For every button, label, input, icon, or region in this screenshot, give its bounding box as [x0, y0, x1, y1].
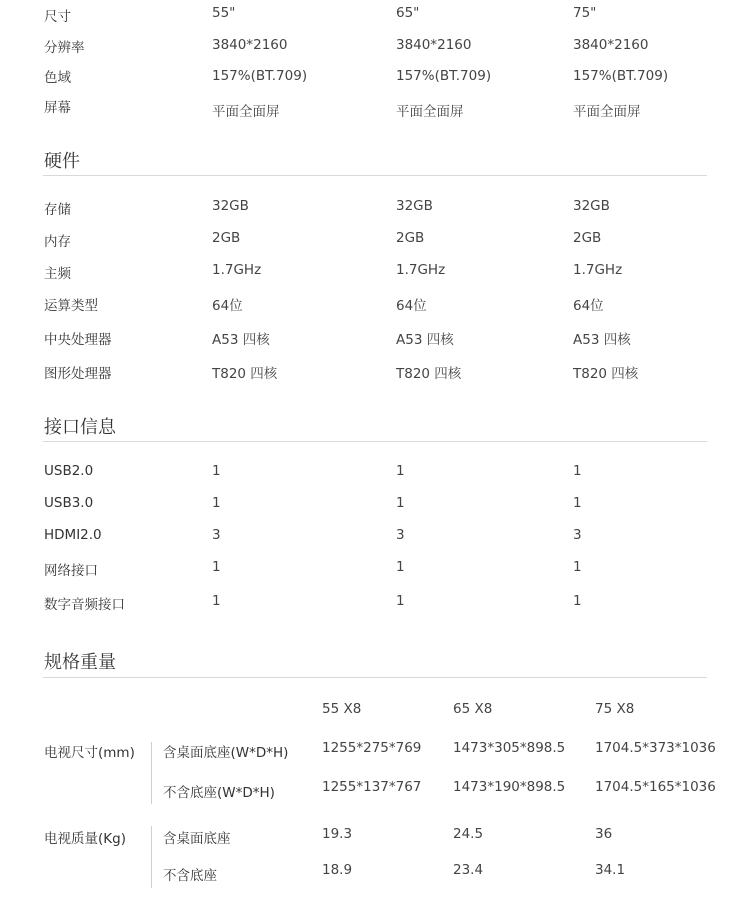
section-divider	[43, 175, 707, 176]
hardware-label: 内存	[44, 234, 71, 250]
weight-value: 19.3	[322, 826, 353, 842]
interface-value: 1	[573, 495, 582, 511]
display-label-gamut: 色域	[44, 70, 71, 86]
hardware-value: 1.7GHz	[212, 262, 262, 278]
interface-value: 1	[573, 593, 582, 609]
interface-value: 1	[396, 463, 405, 479]
interface-label: 数字音频接口	[44, 597, 125, 613]
model-header: 65 X8	[453, 701, 493, 717]
display-value: 平面全面屏	[573, 104, 641, 120]
hardware-value: 1.7GHz	[573, 262, 623, 278]
section-title-specs: 规格重量	[44, 652, 116, 673]
display-value: 3840*2160	[212, 37, 288, 53]
hardware-value: 32GB	[396, 198, 433, 214]
weight-value: 36	[595, 826, 613, 842]
interface-value: 1	[212, 463, 221, 479]
section-title-interfaces: 接口信息	[44, 417, 116, 438]
hardware-value: A53 四核	[396, 332, 454, 348]
hardware-value: T820 四核	[573, 366, 639, 382]
weight-value: 23.4	[453, 862, 484, 878]
hardware-value: 2GB	[573, 230, 602, 246]
model-header: 55 X8	[322, 701, 362, 717]
display-value: 3840*2160	[573, 37, 649, 53]
display-value: 157%(BT.709)	[573, 68, 669, 84]
size-value: 1704.5*165*1036	[595, 779, 716, 795]
hardware-value: 2GB	[212, 230, 241, 246]
display-value: 平面全面屏	[212, 104, 280, 120]
size-value: 1473*190*898.5	[453, 779, 566, 795]
weight-row-label: 含桌面底座	[163, 831, 231, 847]
interface-label: HDMI2.0	[44, 527, 102, 543]
section-title-hardware: 硬件	[44, 151, 80, 172]
weight-value: 34.1	[595, 862, 626, 878]
interface-value: 1	[573, 463, 582, 479]
hardware-value: 64位	[573, 298, 604, 314]
interface-value: 1	[396, 495, 405, 511]
section-divider	[43, 677, 707, 678]
group-divider	[151, 742, 152, 804]
size-value: 1473*305*898.5	[453, 740, 566, 756]
hardware-label: 中央处理器	[44, 332, 112, 348]
display-value: 65"	[396, 5, 420, 21]
hardware-label: 图形处理器	[44, 366, 112, 382]
section-divider	[43, 441, 707, 442]
interface-value: 1	[212, 495, 221, 511]
group-divider	[151, 826, 152, 888]
weight-row-label: 不含底座	[163, 868, 217, 884]
interface-label: 网络接口	[44, 563, 98, 579]
display-value: 75"	[573, 5, 597, 21]
display-value: 平面全面屏	[396, 104, 464, 120]
interface-value: 3	[573, 527, 582, 543]
hardware-value: A53 四核	[573, 332, 631, 348]
display-label-resolution: 分辨率	[44, 40, 85, 56]
weight-value: 18.9	[322, 862, 353, 878]
display-label-screen: 屏幕	[44, 100, 71, 116]
interface-value: 1	[573, 559, 582, 575]
interface-value: 3	[212, 527, 221, 543]
interface-label: USB3.0	[44, 495, 94, 511]
hardware-value: 2GB	[396, 230, 425, 246]
hardware-value: 32GB	[212, 198, 249, 214]
hardware-label: 主频	[44, 266, 71, 282]
interface-value: 1	[396, 593, 405, 609]
weight-group-label: 电视质量(Kg)	[44, 831, 126, 847]
model-header: 75 X8	[595, 701, 635, 717]
hardware-value: 1.7GHz	[396, 262, 446, 278]
hardware-label: 存储	[44, 202, 71, 218]
interface-value: 1	[396, 559, 405, 575]
interface-value: 3	[396, 527, 405, 543]
display-value: 157%(BT.709)	[396, 68, 492, 84]
display-value: 55"	[212, 5, 236, 21]
size-value: 1255*137*767	[322, 779, 422, 795]
hardware-value: 32GB	[573, 198, 610, 214]
interface-value: 1	[212, 593, 221, 609]
hardware-label: 运算类型	[44, 298, 98, 314]
size-value: 1704.5*373*1036	[595, 740, 716, 756]
interface-label: USB2.0	[44, 463, 94, 479]
display-label-size: 尺寸	[44, 9, 71, 25]
hardware-value: 64位	[396, 298, 427, 314]
weight-value: 24.5	[453, 826, 484, 842]
size-group-label: 电视尺寸(mm)	[44, 745, 135, 761]
size-value: 1255*275*769	[322, 740, 422, 756]
hardware-value: 64位	[212, 298, 243, 314]
size-row-label: 含桌面底座(W*D*H)	[163, 745, 289, 761]
display-value: 3840*2160	[396, 37, 472, 53]
hardware-value: A53 四核	[212, 332, 270, 348]
hardware-value: T820 四核	[396, 366, 462, 382]
display-value: 157%(BT.709)	[212, 68, 308, 84]
hardware-value: T820 四核	[212, 366, 278, 382]
interface-value: 1	[212, 559, 221, 575]
size-row-label: 不含底座(W*D*H)	[163, 785, 275, 801]
